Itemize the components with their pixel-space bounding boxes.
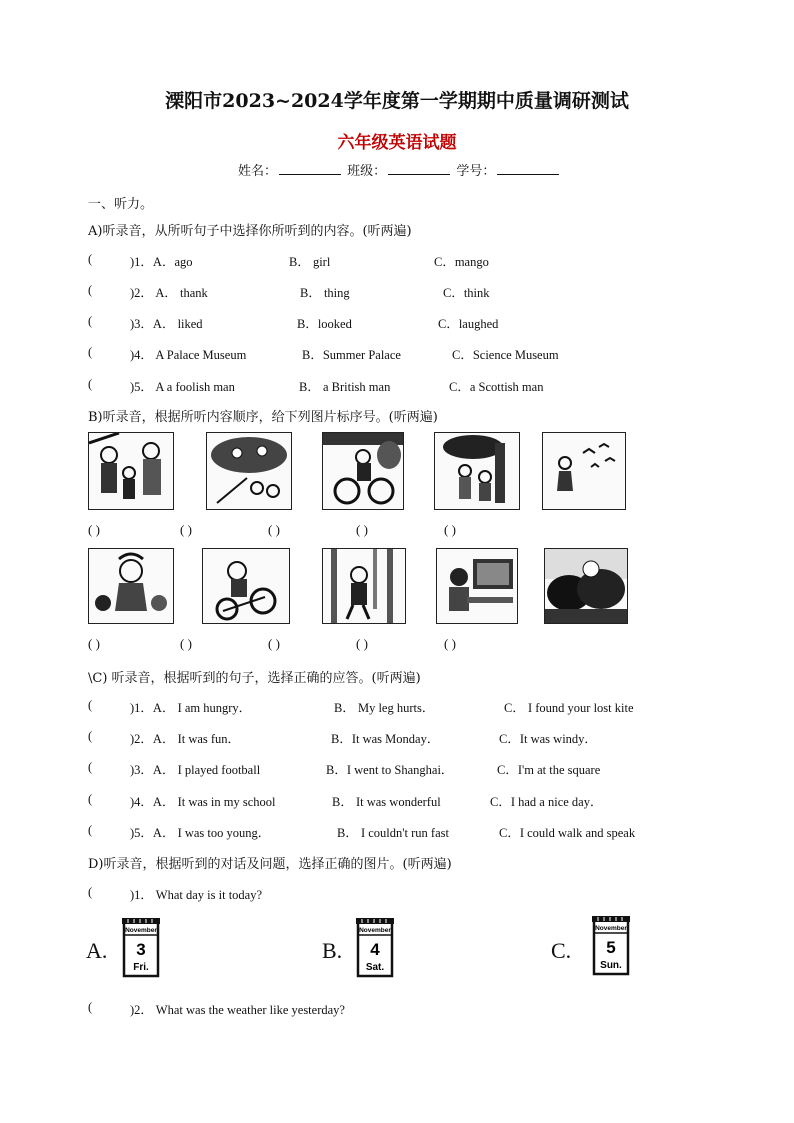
picture-girl-with-flowers [88, 548, 174, 624]
page-subtitle: 六年级英语试题 [337, 133, 457, 153]
id-blank[interactable] [497, 162, 559, 175]
calendar-weekday: Sat. [365, 962, 385, 973]
calendar-month: November [595, 925, 627, 932]
partA-item-2-c: C．think [443, 286, 490, 300]
partC-item-4-b: B． It was wonderful [332, 795, 441, 809]
partA-item-3-b: B．looked [297, 317, 352, 331]
partA-item-5-b: B． a British man [299, 380, 391, 394]
partB-instruction: B)听录音，根据所听内容顺序，给下列图片标序号。(听两遍) [88, 410, 438, 425]
student-info [238, 160, 561, 179]
partC-item-1-b: B． My leg hurts． [334, 701, 435, 715]
answer-paren[interactable]: ( [88, 823, 93, 837]
calendar-day: 5 [606, 938, 616, 957]
answer-paren[interactable]: ( [88, 729, 93, 743]
picture-family-meeting [88, 432, 174, 510]
partA-item-2-a: )2． A． thank [130, 286, 208, 300]
answer-paren[interactable]: ( [88, 345, 93, 359]
answer-paren[interactable]: ( ) [268, 636, 280, 651]
partA-item-2-b: B． thing [300, 286, 350, 300]
picture-stormy-trees [544, 548, 628, 624]
option-b-label[interactable]: B. [322, 938, 343, 963]
partA-item-4-b: B．Summer Palace [302, 348, 401, 362]
calendar-day: 4 [370, 940, 380, 959]
partA-item-4-a: )4． A Palace Museum [130, 348, 247, 362]
calendar-option-a[interactable] [122, 918, 160, 976]
partD-instruction: D)听录音，根据听到的对话及问题，选择正确的图片。(听两遍) [88, 857, 452, 872]
partA-item-1-c: C．mango [434, 255, 489, 269]
calendar-icon [592, 916, 630, 978]
picture-children-under-tree [434, 432, 520, 510]
answer-paren[interactable]: ( ) [356, 636, 368, 651]
answer-paren[interactable]: ( [88, 1000, 93, 1014]
calendar-weekday: Fri. [133, 962, 149, 973]
calendar-day: 3 [136, 940, 146, 959]
partC-item-3-c: C．I'm at the square [497, 763, 601, 777]
picture-boy-on-bike [322, 432, 404, 510]
section-listening-heading: 一、听力。 [88, 197, 154, 212]
partC-item-5-b: B． I couldn't run fast [337, 826, 449, 840]
picture-girl-at-computer [436, 548, 518, 624]
calendar-weekday: Sun. [600, 960, 622, 971]
class-blank[interactable] [388, 162, 450, 175]
answer-paren[interactable]: ( ) [444, 522, 456, 537]
partA-item-1-a: )1．A．ago [130, 255, 193, 269]
partA-item-4-c: C．Science Museum [452, 348, 559, 362]
calendar-icon [356, 918, 394, 980]
class-label: 班级： [347, 164, 387, 179]
picture-boy-falling-off-bike [202, 548, 290, 624]
partD-question-1-text: )1． What day is it today? [130, 888, 263, 902]
name-label: 姓名： [238, 164, 278, 179]
partC-item-3-a: )3．A． I played football [130, 763, 261, 777]
answer-paren[interactable]: ( ) [356, 522, 368, 537]
answer-paren[interactable]: ( [88, 377, 93, 391]
answer-paren[interactable]: ( ) [180, 636, 192, 651]
calendar-month: November [125, 927, 157, 934]
answer-paren[interactable]: ( [88, 885, 93, 899]
partA-item-5-a: )5． A a foolish man [130, 380, 235, 394]
answer-paren[interactable]: ( [88, 698, 93, 712]
picture-kids-in-tree [206, 432, 292, 510]
calendar-month: November [359, 927, 391, 934]
partD-question-2-text: )2． What was the weather like yesterday? [130, 1003, 345, 1017]
partA-item-5-c: C．a Scottish man [449, 380, 544, 394]
partC-item-2-b: B．It was Monday． [331, 732, 440, 746]
name-blank[interactable] [279, 162, 341, 175]
partC-item-5-c: C．I could walk and speak [499, 826, 636, 840]
partC-instruction: \C) 听录音，根据听到的句子，选择正确的应答。(听两遍) [88, 671, 421, 686]
page-title: 溧阳市2023~2024学年度第一学期期中质量调研测试 [165, 90, 629, 112]
answer-paren[interactable]: ( ) [88, 636, 100, 651]
partA-item-1-b: B． girl [289, 255, 331, 269]
partC-item-1-a: )1．A． I am hungry． [130, 701, 252, 715]
answer-paren[interactable]: ( [88, 252, 93, 266]
partC-item-3-b: B．I went to Shanghai． [326, 763, 454, 777]
partC-item-4-c: C．I had a nice day． [490, 795, 603, 809]
partA-instruction: A)听录音，从所听句子中选择你所听到的内容。(听两遍) [88, 224, 412, 239]
answer-paren[interactable]: ( [88, 792, 93, 806]
option-c-label[interactable]: C. [551, 938, 572, 963]
picture-girl-birds [542, 432, 626, 510]
partC-item-1-c: C． I found your lost kite [504, 701, 634, 715]
option-a-label[interactable]: A. [86, 938, 108, 963]
calendar-option-b[interactable] [356, 918, 394, 976]
answer-paren[interactable]: ( ) [444, 636, 456, 651]
partC-item-5-a: )5．A． I was too young． [130, 826, 271, 840]
answer-paren[interactable]: ( [88, 283, 93, 297]
answer-paren[interactable]: ( ) [268, 522, 280, 537]
calendar-icon [122, 918, 160, 980]
picture-boy-in-forest [322, 548, 406, 624]
answer-paren[interactable]: ( ) [180, 522, 192, 537]
id-label: 学号： [456, 164, 496, 179]
partA-item-3-a: )3．A． liked [130, 317, 203, 331]
answer-paren[interactable]: ( [88, 314, 93, 328]
answer-paren[interactable]: ( ) [88, 522, 100, 537]
partC-item-2-c: C．It was windy． [499, 732, 597, 746]
answer-paren[interactable]: ( [88, 760, 93, 774]
calendar-option-c[interactable] [592, 916, 630, 974]
partC-item-4-a: )4．A． It was in my school [130, 795, 276, 809]
partA-item-3-c: C．laughed [438, 317, 499, 331]
partC-item-2-a: )2．A． It was fun． [130, 732, 241, 746]
